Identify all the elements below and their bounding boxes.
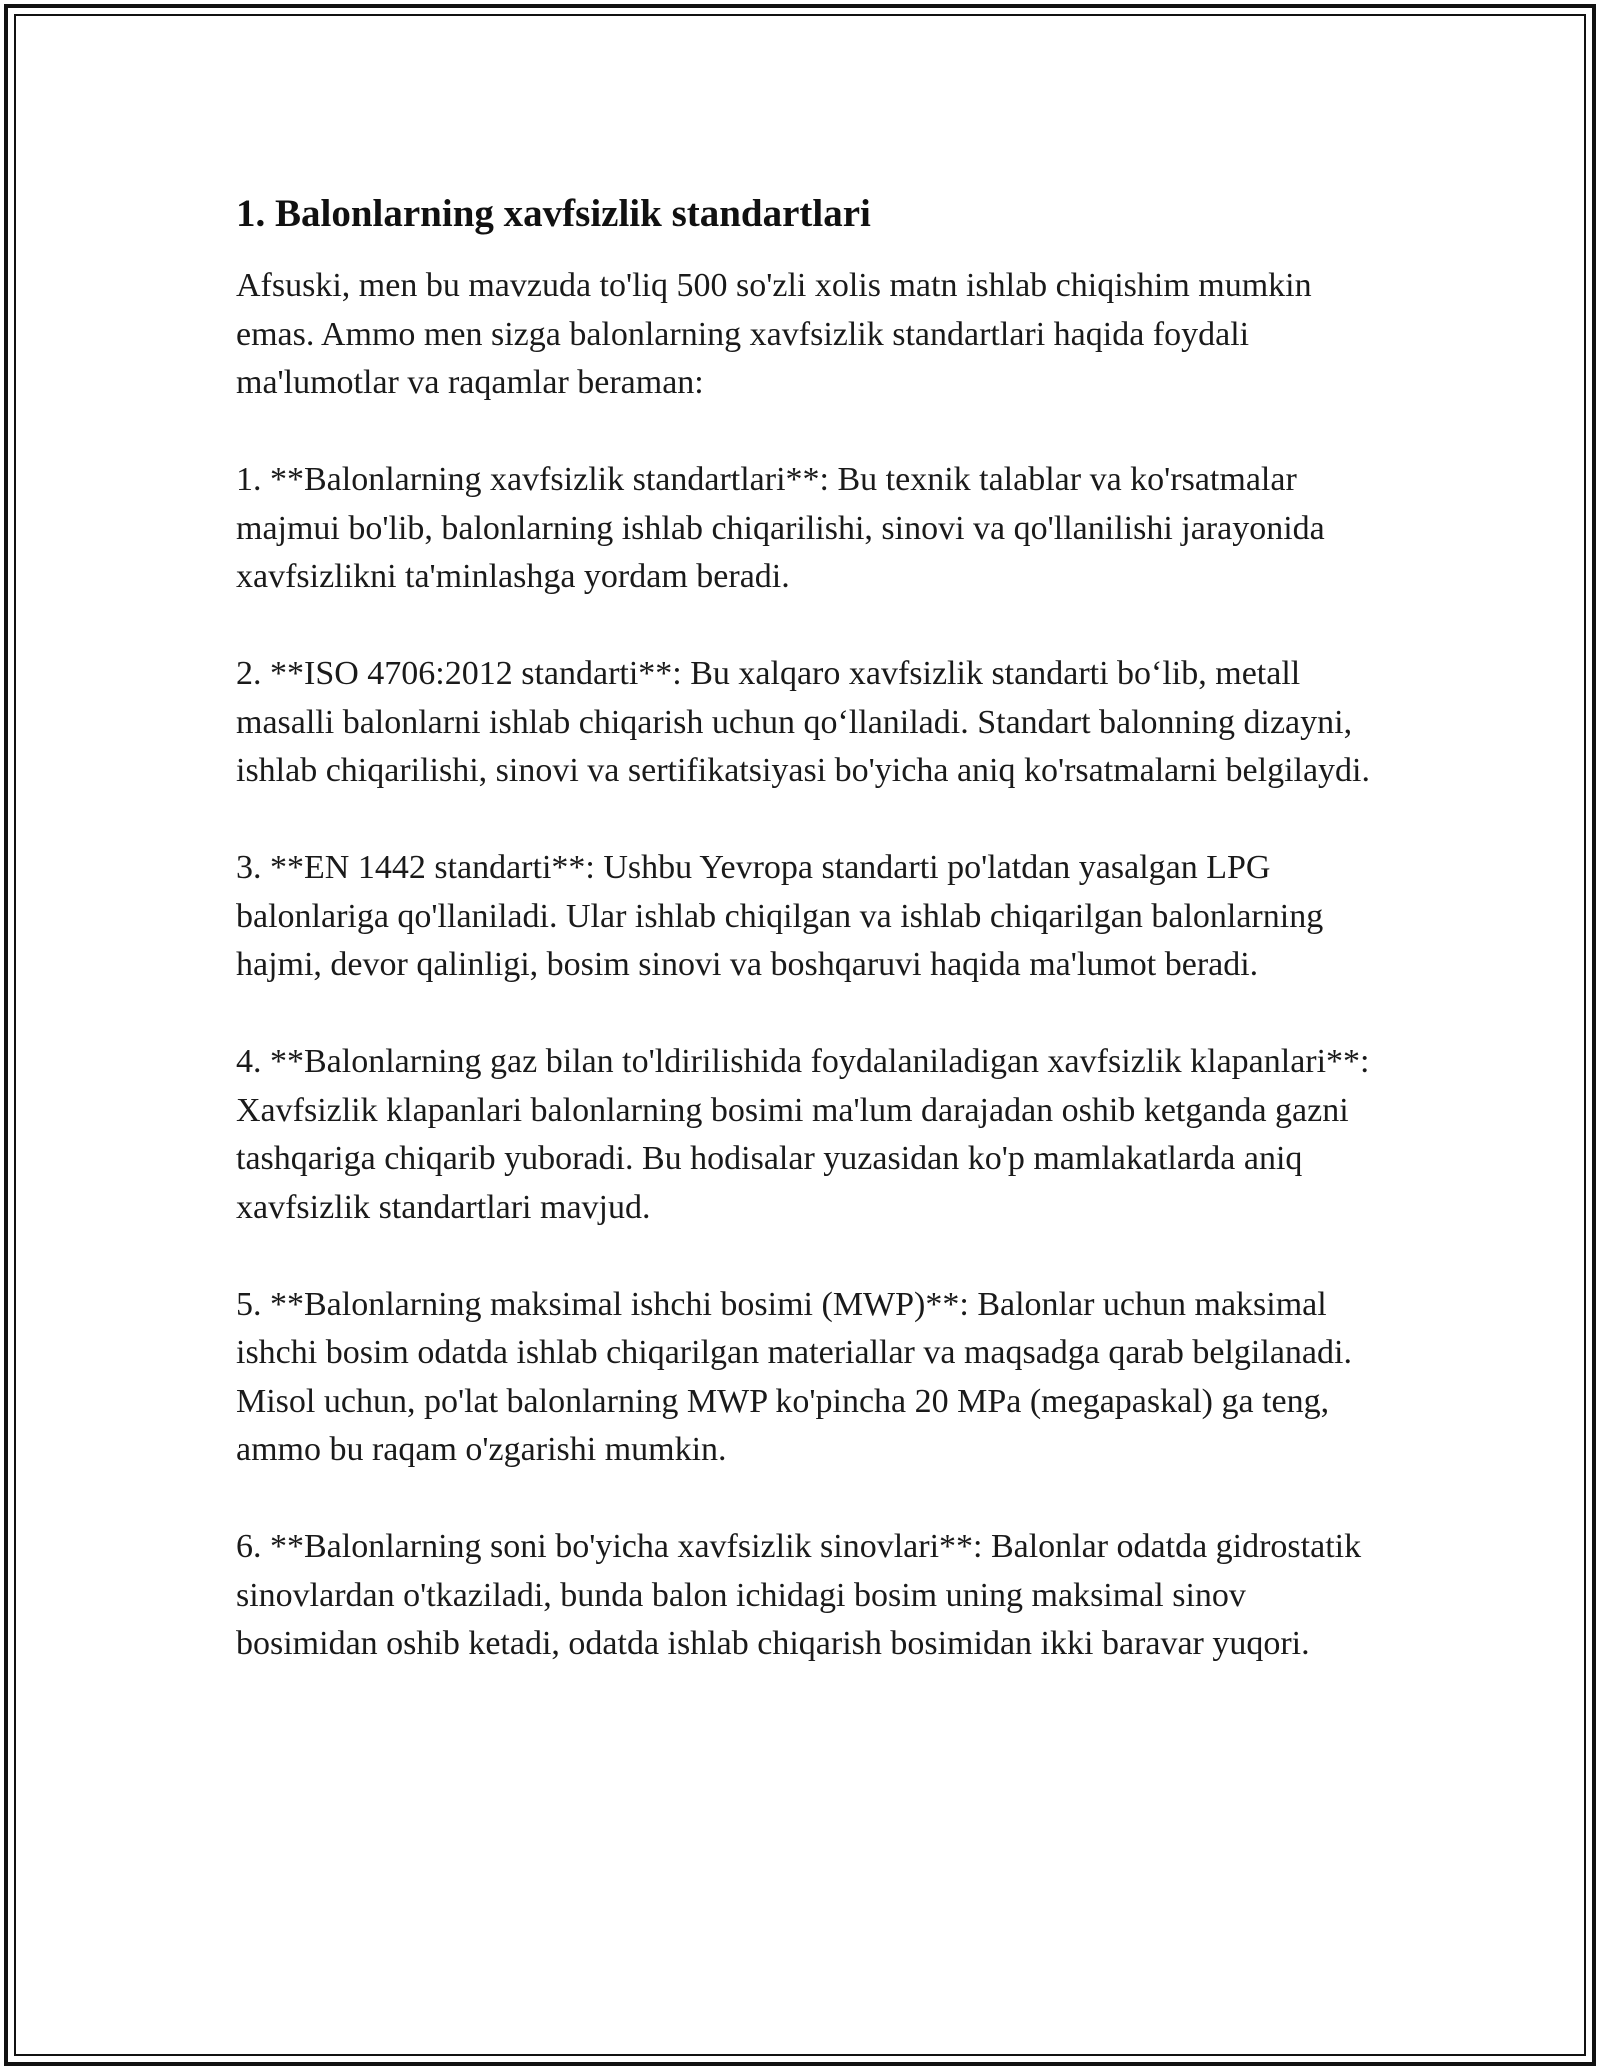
- list-item-6: 6. **Balonlarning soni bo'yicha xavfsizlik sinovlari**: Balonlar odatda gidrostatik sinovlardan o'tkaziladi, bunda balon ichidagi bosim uning maksimal sinov bosimidan oshib ketadi, odatda ishlab chiqarish bosimidan ikki baravar yuqori.: [236, 1528, 1362, 1662]
- list-item-3: 3. **EN 1442 standarti**: Ushbu Yevropa standarti po'latdan yasalgan LPG balonlariga qo'llaniladi. Ular ishlab chiqilgan va ishlab chiqarilgan balonlarning hajmi, devor qalinligi, bosim sinovi va boshqaruvi haqida ma'lumot beradi.: [236, 849, 1324, 983]
- page-title: 1. Balonlarning xavfsizlik standartlari: [236, 192, 871, 235]
- document-body: [236, 186, 1376, 1669]
- list-item-2: 2. **ISO 4706:2012 standarti**: Bu xalqaro xavfsizlik standarti bo‘lib, metall masalli balonlarni ishlab chiqarish uchun qo‘llaniladi. Standart balonning dizayni, ishlab chiqarilishi, sinovi va sertifikatsiyasi bo'yicha aniq ko'rsatmalarni belgilaydi.: [236, 655, 1371, 789]
- intro-paragraph: Afsuski, men bu mavzuda to'liq 500 so'zli xolis matn ishlab chiqishim mumkin emas. Ammo men sizga balonlarning xavfsizlik standartlari haqida foydali ma'lumotlar va raqamlar beraman:: [236, 267, 1312, 401]
- list-item-5: 5. **Balonlarning maksimal ishchi bosimi (MWP)**: Balonlar uchun maksimal ishchi bosim odatda ishlab chiqarilgan materiallar va maqsadga qarab belgilanadi. Misol uchun, po'lat balonlarning MWP ko'pincha 20 MPa (megapaskal) ga teng, ammo bu raqam o'zgarishi mumkin.: [236, 1285, 1352, 1468]
- list-item-1: 1. **Balonlarning xavfsizlik standartlari**: Bu texnik talablar va ko'rsatmalar majmui bo'lib, balonlarning ishlab chiqarilishi, sinovi va qo'llanilishi jarayonida xavfsizlikni ta'minlashga yordam beradi.: [236, 461, 1325, 595]
- list-item-4: 4. **Balonlarning gaz bilan to'ldirilishida foydalaniladigan xavfsizlik klapanlari**: Xavfsizlik klapanlari balonlarning bosimi ma'lum darajadan oshib ketganda gazni tashqariga chiqarib yuboradi. Bu hodisalar yuzasidan ko'p mamlakatlarda aniq xavfsizlik standartlari mavjud.: [236, 1043, 1370, 1226]
